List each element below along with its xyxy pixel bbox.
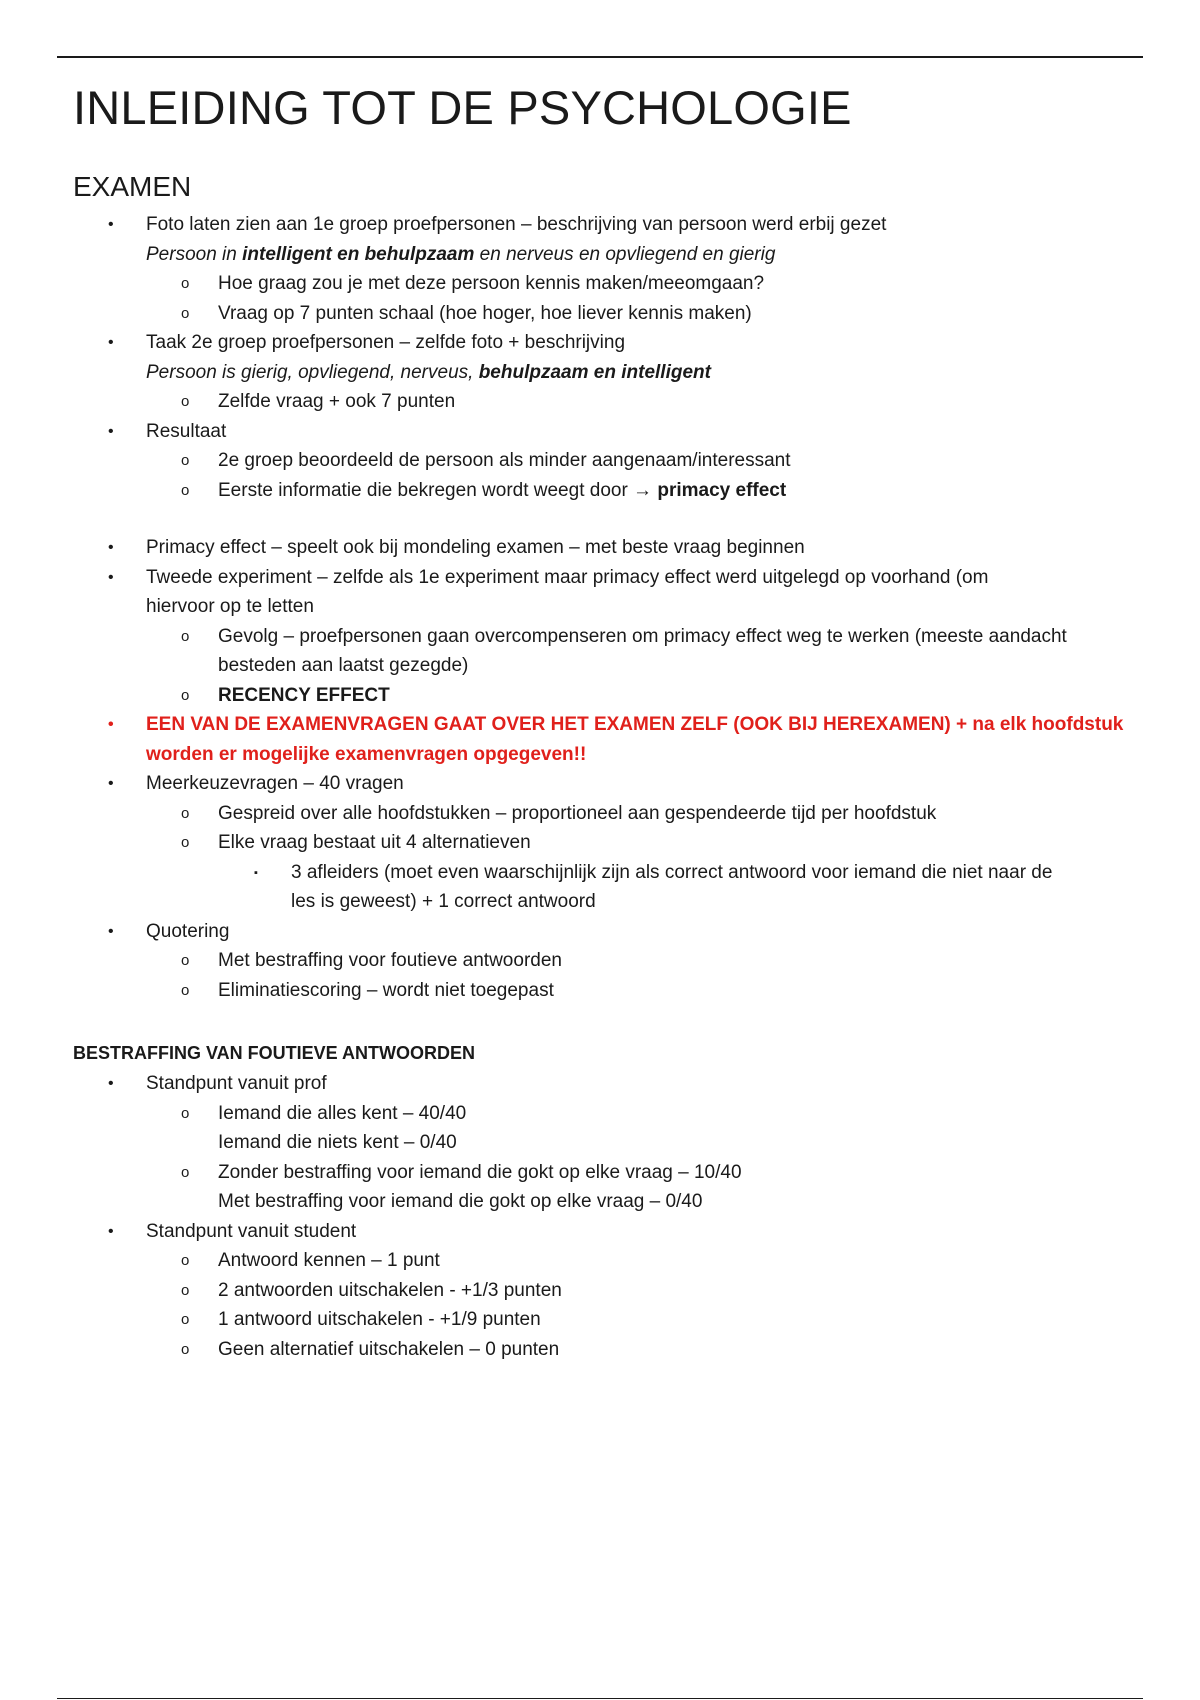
- list-item: o Zelfde vraag + ook 7 punten: [73, 387, 1143, 417]
- list-item: • Taak 2e groep proefpersonen – zelfde foto + beschrijving: [73, 328, 1143, 358]
- top-rule: [57, 56, 1143, 58]
- list-item-continuation: besteden aan laatst gezegde): [218, 655, 469, 676]
- circle-bullet-icon: o: [181, 1311, 190, 1328]
- bullet-icon: •: [108, 775, 114, 792]
- bullet-icon: •: [108, 1075, 114, 1092]
- list-item: o Eliminatiescoring – wordt niet toegepast: [73, 976, 1143, 1006]
- list-item: • Tweede experiment – zelfde als 1e experiment maar primacy effect werd uitgelegd op voorhand (om: [73, 563, 1143, 593]
- page-title: INLEIDING TOT DE PSYCHOLOGIE: [73, 81, 852, 134]
- bullet-icon: •: [108, 922, 114, 940]
- list-item: ▪ 3 afleiders (moet even waarschijnlijk zijn als correct antwoord voor iemand die niet naar de: [73, 858, 1143, 888]
- list-item-continuation: les is geweest) + 1 correct antwoord: [291, 891, 596, 912]
- spacer: [73, 505, 1143, 533]
- circle-bullet-icon: o: [181, 834, 190, 851]
- circle-bullet-icon: o: [181, 481, 190, 499]
- list-item: o Elke vraag bestaat uit 4 alternatieven: [73, 828, 1143, 858]
- list-item: • Resultaat: [73, 417, 1143, 447]
- circle-bullet-icon: o: [181, 275, 190, 292]
- circle-bullet-icon: o: [181, 393, 190, 410]
- section-heading-bestraffing: BESTRAFFING VAN FOUTIEVE ANTWOORDEN: [73, 1043, 475, 1063]
- list-item: o 2 antwoorden uitschakelen - +1/3 punten: [73, 1276, 1143, 1306]
- list-item-continuation: worden er mogelijke examenvragen opgegeven!!: [146, 743, 587, 765]
- list-item: o Antwoord kennen – 1 punt: [73, 1246, 1143, 1276]
- square-bullet-icon: ▪: [254, 866, 258, 879]
- circle-bullet-icon: o: [181, 1252, 190, 1269]
- section-heading-examen: EXAMEN: [73, 171, 192, 202]
- circle-bullet-icon: o: [181, 952, 190, 969]
- bullet-icon: •: [108, 216, 114, 233]
- circle-bullet-icon: o: [181, 1340, 190, 1358]
- bullet-icon: •: [108, 716, 114, 733]
- list-item: o Gespreid over alle hoofdstukken – proportioneel aan gespendeerde tijd per hoofdstuk: [73, 799, 1143, 829]
- list-item: o RECENCY EFFECT: [73, 681, 1143, 711]
- list-item: o 2e groep beoordeeld de persoon als minder aangenaam/interessant: [73, 446, 1143, 476]
- list-item: o Met bestraffing voor foutieve antwoorden: [73, 946, 1143, 976]
- list-item: • Meerkeuzevragen – 40 vragen: [73, 769, 1143, 799]
- circle-bullet-icon: o: [181, 1104, 190, 1122]
- circle-bullet-icon: o: [181, 1281, 190, 1299]
- list-item: o 1 antwoord uitschakelen - +1/9 punten: [73, 1305, 1143, 1335]
- circle-bullet-icon: o: [181, 686, 190, 704]
- circle-bullet-icon: o: [181, 1163, 190, 1181]
- list-item: • Standpunt vanuit student: [73, 1217, 1143, 1247]
- list-item: o Gevolg – proefpersonen gaan overcompenseren om primacy effect weg te werken (meeste aandacht: [73, 622, 1143, 652]
- list-item: o Eerste informatie die bekregen wordt weegt door → primacy effect: [73, 476, 1143, 506]
- list-item: • Quotering: [73, 917, 1143, 947]
- circle-bullet-icon: o: [181, 981, 190, 999]
- list-item: o Zonder bestraffing voor iemand die gokt op elke vraag – 10/40: [73, 1158, 1143, 1188]
- document-page: [73, 78, 1143, 1364]
- list-item-important: • EEN VAN DE EXAMENVRAGEN GAAT OVER HET EXAMEN ZELF (OOK BIJ HEREXAMEN) + na elk hoofdstuk: [73, 710, 1143, 740]
- bullet-icon: •: [108, 422, 114, 440]
- circle-bullet-icon: o: [181, 627, 190, 645]
- bottom-rule: [57, 1698, 1143, 1699]
- circle-bullet-icon: o: [181, 452, 190, 469]
- bullet-icon: •: [108, 1222, 114, 1240]
- circle-bullet-icon: o: [181, 804, 190, 822]
- list-item: • Primacy effect – speelt ook bij mondeling examen – met beste vraag beginnen: [73, 533, 1143, 563]
- bullet-icon: •: [108, 334, 114, 351]
- list-item: o Iemand die alles kent – 40/40: [73, 1099, 1143, 1129]
- list-item-continuation: Met bestraffing voor iemand die gokt op elke vraag – 0/40: [218, 1191, 703, 1212]
- bullet-icon: •: [108, 568, 114, 586]
- list-item: • Foto laten zien aan 1e groep proefpersonen – beschrijving van persoon werd erbij gezet: [73, 210, 1143, 240]
- list-item-continuation: Persoon in intelligent en behulpzaam en nerveus en opvliegend en gierig: [146, 243, 776, 265]
- bullet-icon: •: [108, 539, 114, 556]
- list-item: o Geen alternatief uitschakelen – 0 punten: [73, 1335, 1143, 1365]
- list-item-continuation: hiervoor op te letten: [146, 596, 314, 617]
- list-item-continuation: Iemand die niets kent – 0/40: [218, 1132, 457, 1153]
- list-item: o Hoe graag zou je met deze persoon kennis maken/meeomgaan?: [73, 269, 1143, 299]
- list-item: • Standpunt vanuit prof: [73, 1069, 1143, 1099]
- list-item: o Vraag op 7 punten schaal (hoe hoger, hoe liever kennis maken): [73, 299, 1143, 329]
- circle-bullet-icon: o: [181, 304, 190, 322]
- list-item-continuation: Persoon is gierig, opvliegend, nerveus, behulpzaam en intelligent: [146, 361, 711, 383]
